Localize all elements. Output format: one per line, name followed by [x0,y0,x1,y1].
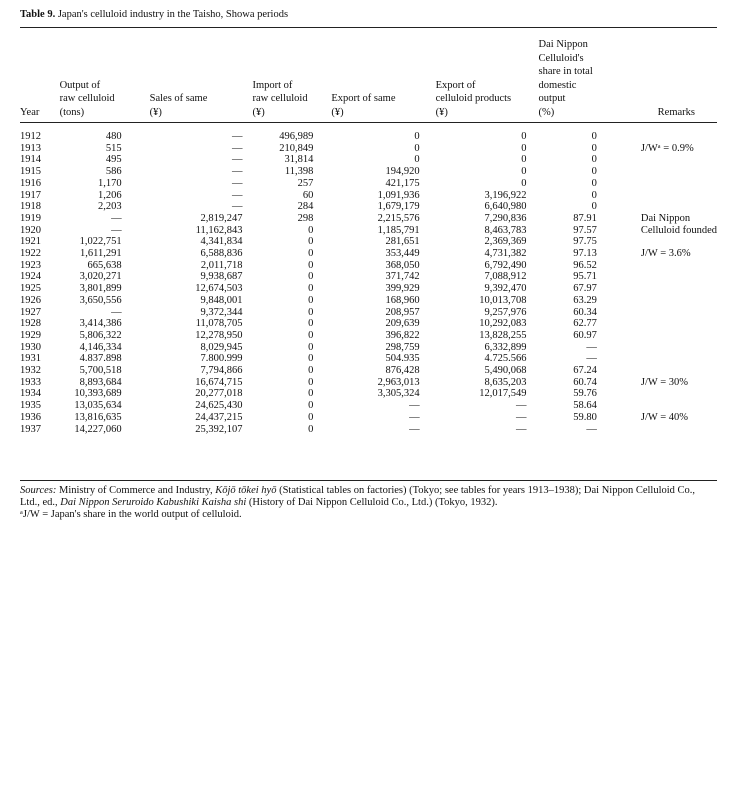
cell-import: 0 [308,341,314,353]
cell-sales: 16,674,715 [195,376,243,388]
cell-exportp: 0 [521,142,527,154]
cell-output: 13,035,634 [74,400,122,412]
cell-sales: 7,794,866 [200,365,243,377]
cell-export: 0 [414,131,420,142]
cell-year: 1928 [20,318,41,330]
cell-export: 399,929 [385,283,420,295]
cell-import: 0 [308,283,314,295]
cell-output: 1,022,751 [79,236,122,248]
cell-import: 0 [308,353,314,365]
cell-remarks: J/W = 3.6% [640,248,691,260]
cell-output: 495 [105,154,122,166]
cell-output: — [111,306,122,318]
cell-year: 1933 [20,376,41,388]
cell-year: 1934 [20,388,41,400]
cell-remarks [597,166,717,178]
cell-output: 10,393,689 [74,388,122,400]
cell-exportp: 7,088,912 [484,271,527,283]
cell-share: 67.24 [573,365,597,377]
cell-export: 368,050 [385,259,420,271]
cell-export: 194,920 [385,166,420,178]
cell-exportp: 9,257,976 [484,306,527,318]
cell-import: 11,398 [284,166,314,178]
cell-output: 480 [105,131,122,142]
cell-exportp: 4.725.566 [484,353,527,365]
cell-output: 3,650,556 [79,294,122,306]
table-caption: Japan's celluloid industry in the Taisho, Showa periods [55,9,289,20]
top-rule [20,27,717,28]
table-row [20,225,717,237]
cell-export: 371,742 [385,271,420,283]
cell-remarks [597,190,717,202]
cell-sales: 20,277,018 [195,388,243,400]
table-row [20,400,717,412]
cell-exportp: — [516,400,527,412]
footnote: ᵃJ/W = Japan's share in the world output of celluloid. [20,509,242,520]
table-row [20,307,717,319]
cell-year: 1927 [20,306,41,318]
header-share: Dai Nippon Celluloid's share in total domestic output (%) [538,39,593,118]
table-row [20,424,717,436]
cell-remarks [597,283,717,295]
cell-sales: 2,011,718 [200,259,243,271]
cell-year: 1922 [20,248,41,260]
cell-year: 1917 [20,189,41,201]
cell-output: 8,893,684 [79,376,122,388]
cell-year: 1935 [20,400,41,412]
cell-year: 1924 [20,271,41,283]
cell-remarks [597,307,717,319]
cell-remarks [597,424,717,436]
cell-import: 0 [308,306,314,318]
cell-import: 0 [308,318,314,330]
table-row [20,154,717,166]
cell-import: 0 [308,248,314,260]
cell-share: 59.80 [573,411,597,423]
table-row [20,412,717,424]
cell-import: 0 [308,224,314,236]
cell-remarks: J/W = 40% [640,411,689,423]
cell-exportp: 7,290,836 [484,212,527,224]
cell-remarks: J/Wᵃ = 0.9% [640,142,694,154]
cell-output: 2,203 [98,201,122,213]
cell-remarks [597,271,717,283]
cell-share: 0 [591,154,597,166]
table-row [20,190,717,202]
cell-export: 0 [414,154,420,166]
cell-sales: 12,674,503 [195,283,243,295]
cell-year: 1918 [20,201,41,213]
cell-export: 1,679,179 [377,201,420,213]
cell-export: 168,960 [385,294,420,306]
table-notes [20,485,717,521]
header-row [20,38,717,123]
cell-exportp: 3,196,922 [484,189,527,201]
cell-sales: — [231,131,243,142]
cell-share: 87.91 [573,212,597,224]
cell-exportp: 6,792,490 [484,259,527,271]
cell-sales: 4,341,834 [200,236,243,248]
cell-output: 1,170 [98,177,122,189]
cell-export: 209,639 [385,318,420,330]
cell-sales: 9,938,687 [200,271,243,283]
cell-exportp: — [516,423,527,435]
cell-export: — [409,423,420,435]
cell-output: 515 [105,142,122,154]
cell-import: 0 [308,259,314,271]
cell-exportp: 8,463,783 [484,224,527,236]
table-row [20,143,717,155]
cell-year: 1931 [20,353,41,365]
cell-import: 284 [297,201,314,213]
cell-output: 1,611,291 [80,248,122,260]
cell-sales: — [231,201,243,213]
cell-export: 208,957 [385,306,420,318]
cell-export: 2,963,013 [377,376,420,388]
cell-remarks [597,353,717,365]
cell-export: 504.935 [385,353,420,365]
cell-export: — [409,411,420,423]
cell-import: 0 [308,271,314,283]
cell-output: 5,806,322 [79,329,122,341]
cell-share: 58.64 [573,400,597,412]
cell-remarks [597,260,717,272]
header-sales: Sales of same (¥) [149,93,208,118]
cell-remarks [597,330,717,342]
cell-share: 97.57 [573,224,597,236]
cell-remarks [597,201,717,213]
cell-output: 5,700,518 [79,365,122,377]
cell-share: — [586,341,597,353]
cell-export: 876,428 [385,365,420,377]
table-row [20,295,717,307]
cell-share: 62.77 [573,318,597,330]
table-row [20,330,717,342]
cell-remarks [597,400,717,412]
cell-import: 31,814 [284,154,314,166]
cell-share: 0 [591,189,597,201]
cell-year: 1925 [20,283,41,295]
cell-year: 1923 [20,259,41,271]
cell-remarks [597,154,717,166]
cell-export: 298,759 [385,341,420,353]
cell-exportp: 10,013,708 [479,294,527,306]
cell-sales: 12,278,950 [195,329,243,341]
table-row [20,388,717,400]
table-figure [20,8,717,520]
header-export-products: Export of celluloid products (¥) [435,79,512,118]
cell-share: 97.75 [573,236,597,248]
cell-exportp: 5,490,068 [484,365,527,377]
cell-import: 496,989 [279,131,314,142]
cell-remarks [597,131,717,143]
table-row [20,213,717,225]
cell-year: 1929 [20,329,41,341]
cell-remarks: Celluloid founded [640,224,717,236]
cell-year: 1919 [20,212,41,224]
cell-output: 13,816,635 [74,411,122,423]
cell-remarks [597,236,717,248]
cell-import: 0 [308,411,314,423]
cell-import: 298 [297,212,314,224]
cell-exportp: — [516,411,527,423]
cell-remarks: J/W = 30% [640,376,689,388]
cell-exportp: 6,640,980 [484,201,527,213]
cell-import: 0 [308,423,314,435]
table-row [20,342,717,354]
cell-export: 353,449 [385,248,420,260]
cell-share: 63.29 [573,294,597,306]
cell-import: 0 [308,376,314,388]
cell-import: 60 [302,189,314,201]
table-row [20,271,717,283]
table-row [20,178,717,190]
cell-export: 421,175 [385,177,420,189]
cell-sales: — [231,166,243,178]
cell-year: 1916 [20,177,41,189]
cell-share: 0 [591,177,597,189]
cell-share: 59.76 [573,388,597,400]
table-row [20,201,717,213]
cell-remarks: Dai Nippon [640,212,691,224]
cell-share: 0 [591,166,597,178]
cell-import: 0 [308,294,314,306]
cell-sales: 7.800.999 [200,353,243,365]
cell-output: 14,227,060 [74,423,122,435]
cell-output: 1,206 [98,189,122,201]
data-table [20,38,717,435]
cell-remarks [597,342,717,354]
cell-remarks [597,178,717,190]
cell-exportp: 9,392,470 [484,283,527,295]
cell-share: 60.34 [573,306,597,318]
table-row [20,248,717,260]
cell-sales: 2,819,247 [200,212,243,224]
cell-export: 1,185,791 [377,224,420,236]
cell-remarks [597,318,717,330]
cell-sales: 24,437,215 [195,411,243,423]
cell-remarks [597,295,717,307]
cell-remarks [597,388,717,400]
header-output: Output of raw celluloid (tons) [59,79,115,118]
cell-sales: — [231,154,243,166]
cell-export: 396,822 [385,329,420,341]
cell-exportp: 0 [521,177,527,189]
cell-sales: 11,078,705 [195,318,243,330]
cell-export: 1,091,936 [377,189,420,201]
cell-import: 0 [308,329,314,341]
cell-year: 1913 [20,142,41,154]
cell-output: 4.837.898 [79,353,122,365]
cell-export: 2,215,576 [377,212,420,224]
cell-exportp: 4,731,382 [484,248,527,260]
cell-import: 210,849 [279,142,314,154]
table-row [20,353,717,365]
cell-import: 0 [308,365,314,377]
cell-export: — [409,400,420,412]
cell-share: 60.74 [573,376,597,388]
cell-share: 97.13 [573,248,597,260]
cell-exportp: 10,292,083 [479,318,527,330]
cell-year: 1932 [20,365,41,377]
cell-sales: 25,392,107 [195,423,243,435]
cell-sales: — [231,177,243,189]
cell-remarks [597,365,717,377]
cell-import: 0 [308,400,314,412]
cell-share: 0 [591,131,597,142]
table-row [20,260,717,272]
cell-exportp: 6,332,899 [484,341,527,353]
cell-sales: — [231,189,243,201]
cell-year: 1930 [20,341,41,353]
cell-output: 3,414,386 [79,318,122,330]
cell-output: — [111,212,122,224]
table-row [20,131,717,143]
cell-output: — [111,224,122,236]
cell-exportp: 0 [521,154,527,166]
cell-year: 1921 [20,236,41,248]
table-row [20,236,717,248]
cell-share: 96.52 [573,259,597,271]
cell-year: 1926 [20,294,41,306]
cell-year: 1920 [20,224,41,236]
cell-exportp: 0 [521,166,527,178]
table-body [20,131,717,435]
cell-output: 3,020,271 [79,271,122,283]
cell-share: — [586,423,597,435]
bottom-rule [20,480,717,481]
table-row [20,377,717,389]
table-number: Table 9. [20,9,56,20]
header-year: Year [20,106,40,118]
cell-exportp: 12,017,549 [479,388,527,400]
cell-share: 95.71 [573,271,597,283]
cell-share: 67.97 [573,283,597,295]
cell-year: 1936 [20,411,41,423]
header-remarks: Remarks [657,106,695,118]
cell-import: 0 [308,388,314,400]
cell-sales: — [231,142,243,154]
cell-exportp: 2,369,369 [484,236,527,248]
table-row [20,166,717,178]
cell-output: 665,638 [87,259,122,271]
table-title [20,8,717,22]
cell-year: 1914 [20,154,41,166]
cell-sales: 11,162,843 [195,224,243,236]
cell-share: 0 [591,142,597,154]
sources-note: Sources: Ministry of Commerce and Industry, Kōjō tōkei hyō (Statistical tables on factories) (Tokyo; see tables for years 1913–1938); Dai Nippon Celluloid Co., Ltd., ed., Dai Nippon Seruroido Kabushiki Kaisha shi (History of Dai Nippon Celluloid Co., Ltd.) (Tokyo, 1932). [20,485,696,508]
cell-sales: 9,372,344 [200,306,243,318]
cell-export: 3,305,324 [377,388,420,400]
cell-export: 0 [414,142,420,154]
cell-sales: 9,848,001 [200,294,243,306]
cell-output: 3,801,899 [79,283,122,295]
cell-output: 586 [105,166,122,178]
cell-exportp: 8,635,203 [484,376,527,388]
cell-share: 60.97 [573,329,597,341]
cell-import: 0 [308,236,314,248]
cell-sales: 24,625,430 [195,400,243,412]
table-row [20,283,717,295]
cell-year: 1937 [20,423,41,435]
table-row [20,318,717,330]
cell-share: 0 [591,201,597,213]
cell-year: 1915 [20,166,41,178]
cell-sales: 6,588,836 [200,248,243,260]
header-export: Export of same (¥) [331,93,396,118]
cell-export: 281,651 [385,236,420,248]
cell-output: 4,146,334 [79,341,122,353]
cell-import: 257 [297,177,314,189]
header-import: Import of raw celluloid (¥) [252,79,308,118]
cell-share: — [586,353,597,365]
cell-sales: 8,029,945 [200,341,243,353]
cell-exportp: 0 [521,131,527,142]
cell-exportp: 13,828,255 [479,329,527,341]
cell-year: 1912 [20,131,41,142]
table-row [20,365,717,377]
